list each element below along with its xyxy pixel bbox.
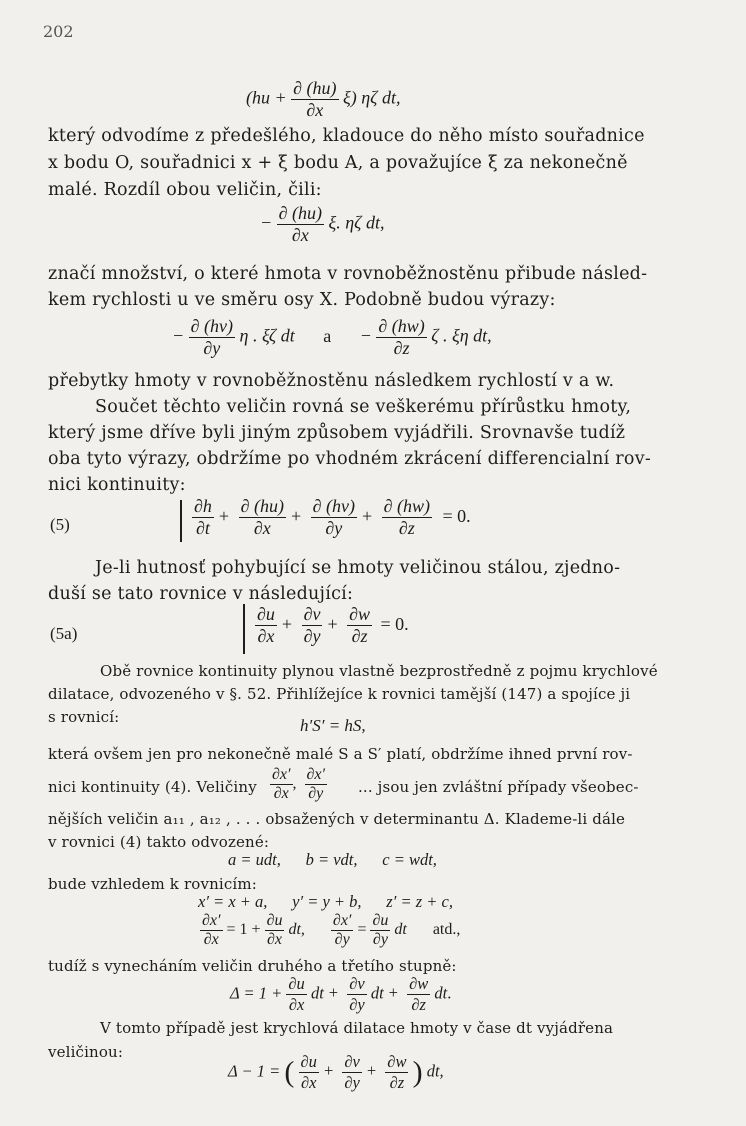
text-line: duší se tato rovnice v následující: <box>48 584 354 604</box>
fraction-denominator: ∂y <box>305 784 328 803</box>
equation-5a-label: (5a) <box>50 624 78 643</box>
formula-hs: h′S′ = hS, <box>300 716 366 735</box>
fraction-denominator: ∂t <box>192 517 214 539</box>
formula-text: = 1 + <box>226 921 261 939</box>
formula-1 <box>246 78 400 121</box>
fraction-denominator: ∂x <box>270 784 293 803</box>
equation-5-rhs: = 0. <box>442 505 471 526</box>
fraction-denominator: ∂x <box>200 930 223 949</box>
fraction-denominator: ∂y <box>344 1073 360 1092</box>
small-print-line: Obě rovnice kontinuity plynou vlastně bezprostředně z pojmu krychlové <box>100 662 658 680</box>
small-print-line: dilatace, odvozeného v §. 52. Přihlížejíce k rovnici tamější (147) a spojíce ji <box>48 685 631 703</box>
small-print-line: bude vzhledem k rovnicím: <box>48 875 257 893</box>
formula-abc: a = udt, b = vdt, c = wdt, <box>228 850 437 869</box>
formula-derivatives <box>200 912 460 949</box>
fraction-denominator: ∂z <box>376 337 426 359</box>
formula-text: dt, <box>288 921 305 939</box>
fraction-numerator: ∂ (hu) <box>240 496 284 516</box>
formula-ratios: $\frac{\partial x'}{\partial x}$ , $\frac{\partial x'}{\partial y}$ <box>272 766 326 802</box>
small-print-line: ... jsou jen zvláštní případy všeobec- <box>358 778 639 796</box>
small-print-line: v rovnici (4) takto odvozené: <box>48 833 270 851</box>
formula-2-left: − <box>260 212 273 233</box>
text-line: x bodu O, souřadnici x + ξ bodu A, a považujíce ξ za nekonečně <box>48 153 628 173</box>
formula-xyz: x′ = x + a, y′ = y + b, z′ = z + c, <box>198 892 453 911</box>
formula-1-left: (hu + <box>246 87 287 108</box>
text-line: který jsme dříve byli jiným způsobem vyjádřili. Srovnavše tudíž <box>48 423 626 443</box>
fraction-numerator: ∂ (hv) <box>312 496 355 516</box>
formula-text: dt <box>434 983 448 1003</box>
fraction-denominator: ∂x <box>255 625 277 647</box>
fraction-denominator: ∂x <box>265 930 285 949</box>
fraction-numerator: ∂u <box>300 1052 317 1071</box>
fraction-numerator: ∂u <box>288 974 305 993</box>
fraction-numerator: ∂u <box>257 604 275 624</box>
fraction-numerator: ∂w <box>387 1052 407 1071</box>
text-line: který odvodíme z předešlého, kladouce do něho místo souřadnice <box>48 126 645 146</box>
equation-5-label: (5) <box>50 515 70 534</box>
formula-2 <box>260 203 384 246</box>
formula-text: dt <box>310 983 324 1003</box>
formula-text: dt <box>394 921 407 939</box>
formula-3 <box>172 316 492 359</box>
fraction-denominator: ∂x <box>291 99 338 121</box>
small-print-line: která ovšem jen pro nekonečně malé S a S′ platí, obdržíme ihned první rov- <box>48 745 633 763</box>
formula-delta: Δ = 1 + $\frac{\partial u}{\partial x}$ dt + $\frac{\partial v}{\partial y}$ dt + $\frac{\partial w}{\partial z}$ dt. <box>230 974 452 1014</box>
formula-2-right: ξ. ηζ dt, <box>328 212 385 233</box>
formula-text: dt, <box>426 1061 444 1081</box>
fraction-denominator: ∂x <box>277 224 324 246</box>
fraction-denominator: ∂z <box>385 1072 408 1093</box>
fraction-numerator: ∂ (hw) <box>383 496 431 516</box>
page-number: 202 <box>43 22 74 41</box>
fraction-denominator: ∂y <box>370 930 390 949</box>
small-print-line: V tomto případě jest krychlová dilatace hmoty v čase dt vyjádřena <box>100 1019 614 1037</box>
margin-rule <box>243 604 245 654</box>
formula-text: Δ = 1 + <box>230 983 283 1003</box>
fraction-numerator: ∂u <box>266 912 283 929</box>
small-print-line: nějších veličin a₁₁ , a₁₂ , . . . obsažených v determinantu Δ. Klademe-li dále <box>48 810 626 828</box>
formula-1-fraction <box>291 78 338 121</box>
fraction-denominator: ∂x <box>239 517 286 539</box>
small-print-line: tudíž s vynecháním veličin druhého a třetího stupně: <box>48 957 457 975</box>
formula-text: Δ − 1 = <box>228 1061 281 1081</box>
fraction-denominator: ∂z <box>407 994 430 1015</box>
fraction-numerator: ∂v <box>303 604 321 624</box>
conjunction-and: a <box>323 325 332 346</box>
equation-5: $\frac{\partial h}{\partial t}$ + $\frac{\partial (hu)}{\partial x}$ + $\frac{\partial (hv)}{\partial y}$ + $\frac{\partial (hw)}{\partial z}$ = 0. <box>194 496 471 538</box>
text-line: Je-li hutnosť pohybující se hmoty veličinou stálou, zjedno- <box>95 558 621 578</box>
fraction-numerator: ∂x′ <box>332 912 352 929</box>
fraction-denominator: ∂y <box>349 995 365 1014</box>
fraction-numerator: ∂ (hw) <box>378 316 425 336</box>
text-line: oba tyto výrazy, obdržíme po vhodném zkrácení differencialní rov- <box>48 449 652 469</box>
fraction-numerator: ∂v <box>349 974 365 993</box>
fraction-numerator: ∂w <box>409 974 429 993</box>
formula-3b-right: ζ . ξη dt, <box>431 325 492 346</box>
margin-rule <box>180 500 182 542</box>
text-line: přebytky hmoty v rovnoběžnostěnu následkem rychlostí v a w. <box>48 371 615 391</box>
small-print-line: s rovnicí: <box>48 708 120 726</box>
text-line: kem rychlosti u ve směru osy X. Podobně budou výrazy: <box>48 290 556 310</box>
equation-5a: $\frac{\partial u}{\partial x}$ + $\frac{\partial v}{\partial y}$ + $\frac{\partial w}{\partial z}$ = 0. <box>257 604 409 646</box>
fraction-numerator: ∂x′ <box>202 912 221 929</box>
formula-text: atd., <box>432 921 461 939</box>
small-print-line: nici kontinuity (4). Veličiny <box>48 778 257 796</box>
fraction-denominator: ∂y <box>331 930 354 949</box>
formula-2-fraction <box>277 203 324 246</box>
fraction-numerator: ∂x′ <box>306 766 326 783</box>
text-line: značí množství, o které hmota v rovnoběžnostěnu přibude násled- <box>48 264 648 284</box>
equation-5a-rhs: = 0. <box>380 613 409 634</box>
formula-3b-fraction <box>376 316 426 359</box>
formula-3a-left: − <box>172 325 185 346</box>
fraction-numerator: ∂h <box>194 496 212 516</box>
fraction-numerator: ∂x′ <box>272 766 291 783</box>
small-print-line: veličinou: <box>48 1043 124 1061</box>
formula-text: dt <box>370 983 384 1003</box>
fraction-denominator: ∂y <box>311 517 357 539</box>
text-line: malé. Rozdíl obou veličin, čili: <box>48 180 322 200</box>
fraction-numerator: ∂v <box>344 1052 360 1071</box>
fraction-denominator: ∂y <box>303 626 321 646</box>
formula-3a-right: η . ξζ dt <box>239 325 295 346</box>
fraction-denominator: ∂y <box>189 337 235 359</box>
fraction-numerator: ∂w <box>349 604 371 624</box>
formula-3a-fraction <box>189 316 235 359</box>
fraction-denominator: ∂x <box>286 994 306 1015</box>
fraction-denominator: ∂z <box>382 517 432 539</box>
fraction-numerator: ∂ (hv) <box>190 316 234 336</box>
fraction-denominator: ∂x <box>299 1072 319 1093</box>
fraction-denominator: ∂z <box>347 625 372 647</box>
formula-1-right: ξ) ηζ dt, <box>343 87 401 108</box>
text-line: nici kontinuity: <box>48 475 186 495</box>
text-line: Součet těchto veličin rovná se veškerému přírůstku hmoty, <box>95 397 632 417</box>
fraction-numerator: ∂ (hu) <box>278 203 323 223</box>
formula-text: = <box>357 921 367 939</box>
formula-dilatation: Δ − 1 = ( $\frac{\partial u}{\partial x}$ + $\frac{\partial v}{\partial y}$ + $\frac{\partial w}{\partial z}$ ) dt, <box>228 1052 444 1092</box>
formula-3b-left: − <box>359 325 372 346</box>
fraction-numerator: ∂u <box>372 912 389 929</box>
fraction-numerator: ∂ (hu) <box>293 78 337 98</box>
